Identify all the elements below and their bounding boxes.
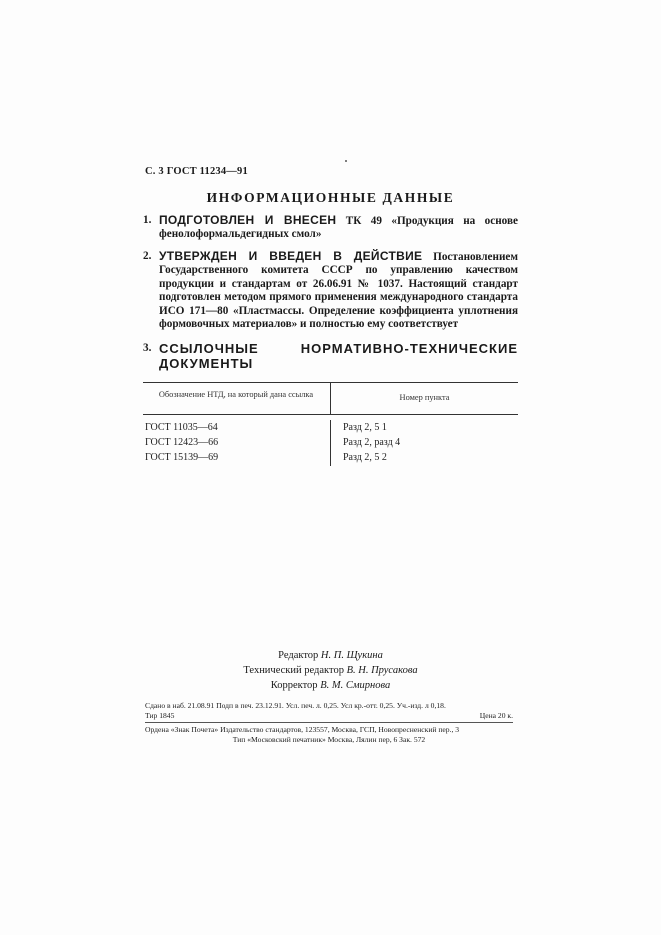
table-row-1-clause: Разд 2, 5 1	[343, 422, 387, 433]
imprint-run: Тир 1845	[145, 710, 175, 720]
imprint-line-2	[145, 711, 513, 721]
credit-role: Редактор	[278, 650, 319, 661]
credit-tech-editor	[0, 663, 661, 678]
imprint-line-3: Ордена «Знак Почета» Издательство стандартов, 123557, Москва, ГСП, Новопресненский пер., 3	[145, 725, 460, 734]
table-row-3-ntd: ГОСТ 15139—69	[145, 452, 219, 463]
speck-mark	[345, 160, 347, 162]
item-text: Постановлением Государственного комитета СССР по управлению качеством продукции и стандартам от 26.06.91 № 1037. Настоящий стандарт подготовлен методом прямого применения международного стандарта ИСО 171—80 «Пластмассы. Определение коэффициента уплотнения формовочных материалов» и полностью ему соответствует	[159, 251, 518, 331]
info-item-2	[143, 250, 518, 331]
table-header-ntd: Обозначение НТД, на который дана ссылка	[158, 390, 314, 399]
imprint-price: Цена 20 к.	[479, 710, 513, 720]
info-item-3	[143, 342, 518, 373]
item-lead: ССЫЛОЧНЫЕ НОРМАТИВНО-ТЕХНИЧЕСКИЕ ДОКУМЕНТЫ	[159, 341, 518, 372]
item-lead: ПОДГОТОВЛЕН И ВНЕСЕН	[159, 213, 337, 227]
editorial-credits	[0, 648, 661, 693]
table-row-3-clause: Разд 2, 5 2	[343, 452, 387, 463]
credit-proofreader	[0, 678, 661, 693]
credit-role: Технический редактор	[243, 665, 344, 676]
imprint-publisher	[145, 725, 513, 744]
item-number: 3.	[143, 342, 152, 354]
credit-role: Корректор	[270, 680, 318, 691]
credit-editor	[0, 648, 661, 663]
table-body-divider	[330, 420, 331, 466]
imprint-line-1: Сдано в наб. 21.08.91 Подп в печ. 23.12.91. Усл. печ. л. 0,25. Усл кр.-отт. 0,25. Уч.-изд. л 0,18.	[145, 701, 446, 710]
table-header-divider	[330, 382, 331, 414]
item-number: 1.	[143, 214, 152, 226]
page-title: ИНФОРМАЦИОННЫЕ ДАННЫЕ	[206, 190, 455, 205]
item-number: 2.	[143, 250, 152, 262]
credit-name: Н. П. Щукина	[320, 650, 383, 661]
credit-name: В. М. Смирнова	[320, 680, 391, 691]
item-text: ТК 49 «Продукция на основе фенолоформальдегидных смол»	[159, 215, 519, 241]
info-item-1	[143, 214, 518, 242]
table-row-1-ntd: ГОСТ 11035—64	[145, 422, 218, 433]
table-row-2-ntd: ГОСТ 12423—66	[145, 437, 219, 448]
table-header-rule	[143, 414, 518, 415]
imprint-line-4: Тип «Московский печатник» Москва, Лялин пер, 6 Зак. 572	[232, 734, 426, 744]
credit-name: В. Н. Прусакова	[346, 665, 418, 676]
imprint-print-data	[145, 701, 513, 720]
table-header-clause: Номер пункта	[399, 393, 450, 402]
table-row-2-clause: Разд 2, разд 4	[343, 437, 401, 448]
imprint-rule	[145, 722, 513, 723]
page-header: С. 3 ГОСТ 11234—91	[145, 166, 248, 177]
item-lead: УТВЕРЖДЕН И ВВЕДЕН В ДЕЙСТВИЕ	[159, 249, 423, 263]
